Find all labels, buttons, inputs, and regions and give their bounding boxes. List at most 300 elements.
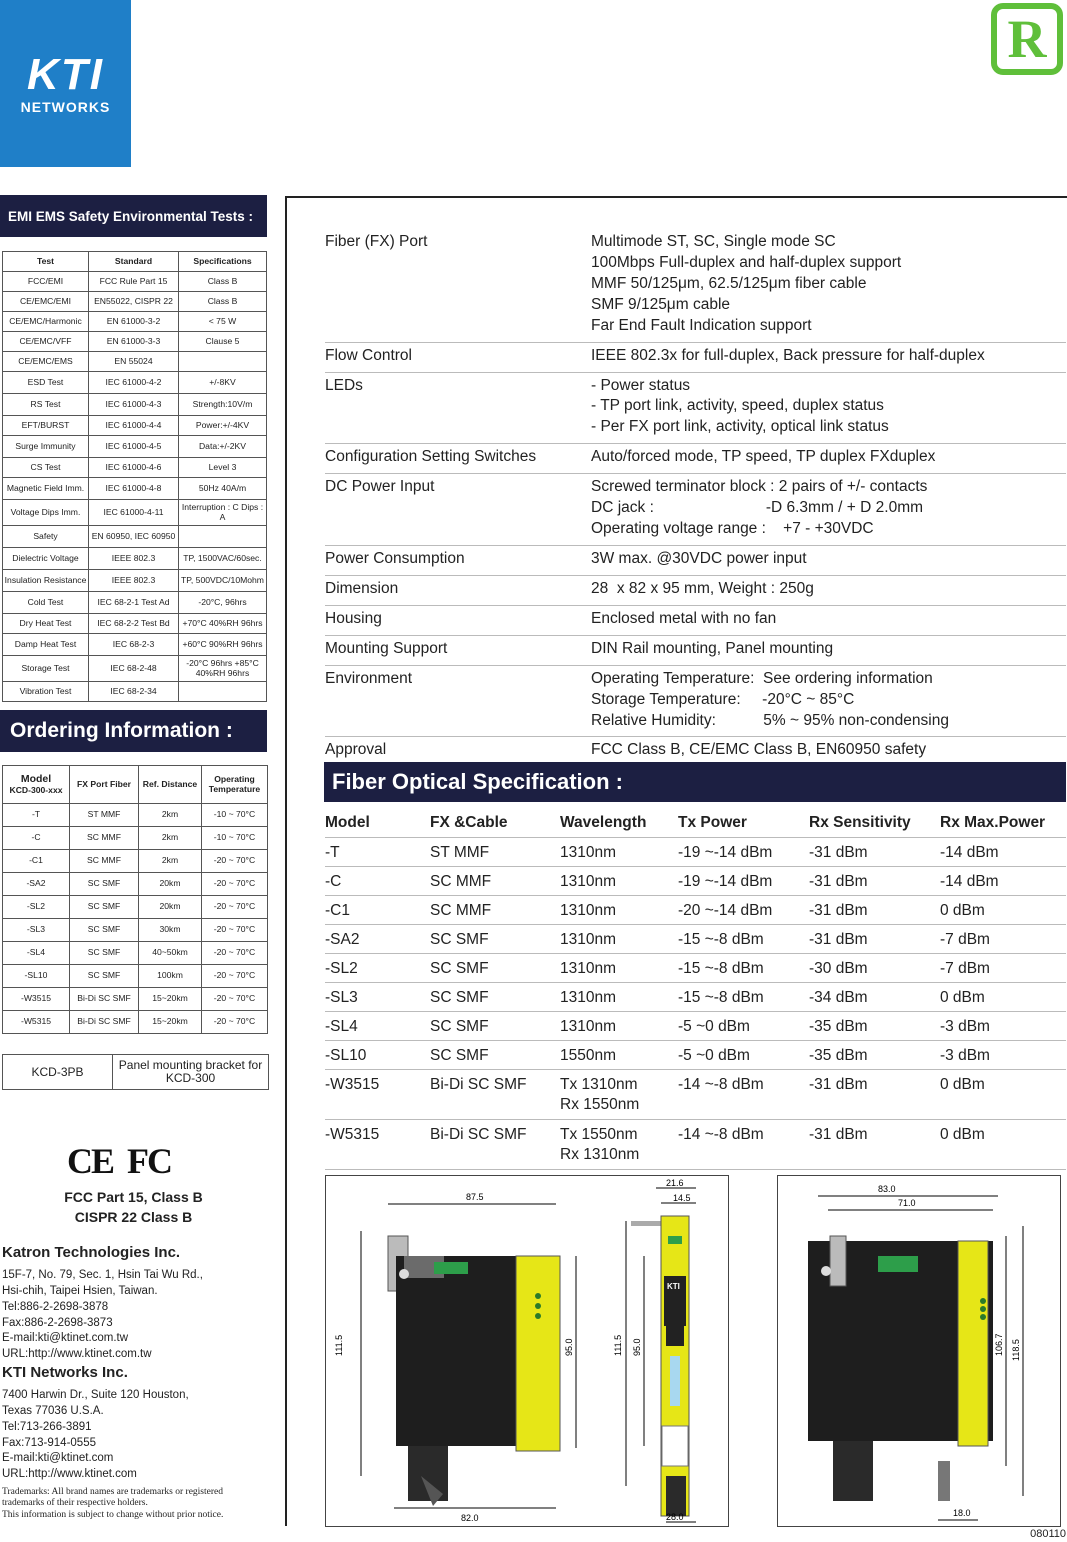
dimension-drawing-rear (777, 1175, 1061, 1527)
spec-value (591, 740, 1066, 761)
spec-key: Dimension (325, 579, 399, 597)
emi-cell: Voltage Dips Imm. (3, 500, 89, 526)
emi-cell: Magnetic Field Imm. (3, 478, 89, 500)
ordering-cell: SC SMF (70, 942, 139, 965)
ordering-row (3, 827, 268, 850)
fiber-cell: -SA2 (325, 924, 430, 953)
emi-cell: IEEE 802.3 (89, 570, 179, 592)
fiber-cell: Bi-Di SC SMF (430, 1069, 560, 1119)
ce-mark-icon: CE (67, 1141, 114, 1181)
dim-rear-top-1: 83.0 (878, 1184, 896, 1194)
ordering-cell: -20 ~ 70°C (202, 919, 268, 942)
fiber-cell: -14 dBm (940, 837, 1066, 866)
fiber-cell: -5 ~0 dBm (678, 1040, 809, 1069)
spec-value-line: Far End Fault Indication support (591, 316, 812, 334)
fiber-section-title: Fiber Optical Specification : (324, 762, 1066, 802)
spec-row (325, 343, 1066, 373)
spec-value (591, 609, 1066, 630)
fiber-cell: SC MMF (430, 866, 560, 895)
spec-value-line: - Per FX port link, activity, optical link status (591, 418, 889, 436)
spec-row (325, 636, 1066, 666)
fiber-cell: -SL4 (325, 1011, 430, 1040)
fiber-cell: SC SMF (430, 924, 560, 953)
katron-contact (2, 1244, 203, 1363)
dimension-drawing-front-side (325, 1175, 729, 1527)
emi-cell: Dielectric Voltage (3, 548, 89, 570)
ordering-cell: -20 ~ 70°C (202, 896, 268, 919)
side-brand: KTI (667, 1282, 680, 1291)
ordering-cell: -SL10 (3, 965, 70, 988)
emi-row (3, 570, 267, 592)
ordering-cell: Bi-Di SC SMF (70, 1011, 139, 1034)
emi-cell: Strength:10V/m (179, 394, 267, 416)
ordering-cell: SC SMF (70, 896, 139, 919)
fiber-row (325, 953, 1066, 982)
spec-value-line: Relative Humidity: 5% ~ 95% non-condensing (591, 711, 949, 729)
ordering-row (3, 896, 268, 919)
ordering-row (3, 988, 268, 1011)
emi-cell: Insulation Resistance (3, 570, 89, 592)
fiber-row (325, 837, 1066, 866)
column-divider (285, 196, 287, 1526)
fiber-header: Wavelength (560, 810, 678, 837)
fiber-cell: -3 dBm (940, 1011, 1066, 1040)
fiber-cell: -5 ~0 dBm (678, 1011, 809, 1040)
spec-value-line: FCC Class B, CE/EMC Class B, EN60950 safety (591, 741, 927, 759)
contact-line: 7400 Harwin Dr., Suite 120 Houston, (2, 1389, 189, 1401)
emi-cell: Class B (179, 272, 267, 292)
dim-rear-top-2: 71.0 (898, 1198, 916, 1208)
fiber-cell: SC SMF (430, 953, 560, 982)
emi-cell: IEC 61000-4-6 (89, 458, 179, 478)
fiber-cell: -34 dBm (809, 982, 940, 1011)
certification-marks (67, 1140, 171, 1182)
spec-value-line: Operating Temperature: See ordering information (591, 669, 933, 687)
spec-value (591, 477, 1066, 540)
emi-row (3, 634, 267, 656)
spec-row (325, 576, 1066, 606)
ordering-cell: -10 ~ 70°C (202, 804, 268, 827)
katron-title: Katron Technologies Inc. (2, 1244, 181, 1261)
ordering-cell: -20 ~ 70°C (202, 873, 268, 896)
emi-row (3, 478, 267, 500)
spec-value-line: SMF 9/125μm cable (591, 295, 731, 313)
emi-cell: Damp Heat Test (3, 634, 89, 656)
ordering-cell: -SL2 (3, 896, 70, 919)
emi-cell: IEC 61000-4-11 (89, 500, 179, 526)
spec-key: LEDs (325, 376, 363, 394)
ordering-cell: -20 ~ 70°C (202, 988, 268, 1011)
emi-cell: IEC 61000-4-5 (89, 436, 179, 458)
fiber-row (325, 895, 1066, 924)
emi-cell: -20°C 96hrs +85°C 40%RH 96hrs (179, 656, 267, 682)
ordering-cell: -T (3, 804, 70, 827)
ordering-cell: -SL3 (3, 919, 70, 942)
emi-row (3, 614, 267, 634)
contact-line: Fax:713-914-0555 (2, 1436, 96, 1449)
ordering-row (3, 1011, 268, 1034)
contact-line: URL:http://www.ktinet.com.tw (2, 1348, 152, 1361)
bracket-description: Panel mounting bracket for KCD-300 (113, 1055, 269, 1090)
emi-cell (179, 352, 267, 372)
dim-rear-bottom: 18.0 (953, 1508, 971, 1518)
dim-side-height-1: 111.5 (613, 1334, 623, 1356)
emi-cell: IEC 68-2-48 (89, 656, 179, 682)
fiber-cell: 1310nm (560, 866, 678, 895)
ordering-row (3, 873, 268, 896)
spec-value-line: Multimode ST, SC, Single mode SC (591, 233, 836, 250)
spec-row (325, 546, 1066, 576)
ordering-cell: -W3515 (3, 988, 70, 1011)
emi-cell: Clause 5 (179, 332, 267, 352)
dim-bottom: 82.0 (461, 1513, 479, 1523)
fiber-cell: 1310nm (560, 1011, 678, 1040)
ordering-cell: Bi-Di SC SMF (70, 988, 139, 1011)
emi-row (3, 372, 267, 394)
fiber-cell: -14 ~-8 dBm (678, 1069, 809, 1119)
fiber-cell: 0 dBm (940, 982, 1066, 1011)
spec-key: Mounting Support (325, 639, 448, 657)
fiber-header: FX &Cable (430, 810, 560, 837)
ordering-cell: -20 ~ 70°C (202, 942, 268, 965)
emi-row (3, 416, 267, 436)
emi-cell: TP, 500VDC/10Mohm (179, 570, 267, 592)
fiber-row (325, 1119, 1066, 1169)
emi-cell: Surge Immunity (3, 436, 89, 458)
ordering-cell: SC MMF (70, 850, 139, 873)
emi-cell: EN55022, CISPR 22 (89, 292, 179, 312)
spec-row (325, 474, 1066, 546)
contact-line: Fax:886-2-2698-3873 (2, 1316, 113, 1329)
document-code: 080110 (1030, 1528, 1066, 1540)
emi-row (3, 436, 267, 458)
top-divider (285, 196, 1067, 198)
certification-text (0, 1188, 267, 1227)
trademark-line: Trademarks: All brand names are trademarks or registered (2, 1487, 223, 1497)
fiber-cell: -31 dBm (809, 866, 940, 895)
drawing-front-side-svg (326, 1176, 728, 1526)
emi-cell: +/-8KV (179, 372, 267, 394)
fiber-cell: -31 dBm (809, 895, 940, 924)
emi-table (2, 251, 267, 702)
fiber-header: Rx Sensitivity (809, 810, 940, 837)
kti-title: KTI Networks Inc. (2, 1364, 128, 1381)
emi-row (3, 352, 267, 372)
contact-line: 15F-7, No. 79, Sec. 1, Hsin Tai Wu Rd., (2, 1269, 203, 1281)
ordering-cell: -20 ~ 70°C (202, 965, 268, 988)
bracket-model: KCD-3PB (3, 1055, 113, 1090)
ordering-cell: SC SMF (70, 873, 139, 896)
fiber-cell: -T (325, 837, 430, 866)
fiber-cell: 1550nm (560, 1040, 678, 1069)
emi-cell: +60°C 90%RH 96hrs (179, 634, 267, 656)
spec-value-line: Enclosed metal with no fan (591, 609, 777, 627)
emi-header: Standard (89, 252, 179, 272)
emi-cell: IEC 61000-4-8 (89, 478, 179, 500)
cert-line: FCC Part 15, Class B (64, 1189, 203, 1205)
emi-cell: < 75 W (179, 312, 267, 332)
fiber-cell: 1310nm (560, 895, 678, 924)
ordering-header-model (3, 766, 70, 804)
ordering-cell: 15~20km (139, 1011, 202, 1034)
cert-line: CISPR 22 Class B (74, 1208, 193, 1225)
r-mark-logo: R (991, 3, 1063, 75)
emi-row (3, 312, 267, 332)
fiber-cell: SC SMF (430, 982, 560, 1011)
spec-value (591, 579, 1066, 600)
emi-cell: TP, 1500VAC/60sec. (179, 548, 267, 570)
fc-mark-icon: FC (127, 1141, 172, 1181)
emi-cell: Vibration Test (3, 682, 89, 702)
ordering-cell: SC SMF (70, 965, 139, 988)
emi-row (3, 500, 267, 526)
spec-value (591, 669, 1066, 732)
spec-value-line: MMF 50/125μm, 62.5/125μm fiber cable (591, 274, 867, 292)
ordering-cell: -20 ~ 70°C (202, 1011, 268, 1034)
ordering-row (3, 942, 268, 965)
spec-row (325, 444, 1066, 474)
ordering-table (2, 765, 268, 1034)
ordering-model-label: Model (20, 773, 52, 786)
emi-cell: FCC Rule Part 15 (89, 272, 179, 292)
spec-value-line: 3W max. @30VDC power input (591, 549, 807, 567)
emi-row (3, 272, 267, 292)
fiber-cell: -SL3 (325, 982, 430, 1011)
fiber-cell: 1310nm (560, 924, 678, 953)
contact-line: Tel:713-266-3891 (2, 1420, 92, 1433)
emi-section-title: EMI EMS Safety Environmental Tests : (0, 195, 267, 237)
ordering-cell: SC MMF (70, 827, 139, 850)
spec-value-line: DC jack : -D 6.3mm / + D 2.0mm (591, 499, 924, 517)
emi-row (3, 656, 267, 682)
ordering-row (3, 804, 268, 827)
emi-cell: Dry Heat Test (3, 614, 89, 634)
dim-rear-height-2: 118.5 (1011, 1339, 1021, 1361)
emi-cell (179, 526, 267, 548)
fiber-cell: -W5315 (325, 1119, 430, 1169)
fiber-row (325, 924, 1066, 953)
contact-line: E-mail:kti@ktinet.com.tw (2, 1332, 129, 1345)
fiber-cell: -14 ~-8 dBm (678, 1119, 809, 1169)
fiber-header: Tx Power (678, 810, 809, 837)
emi-cell: Class B (179, 292, 267, 312)
spec-key: Environment (325, 669, 413, 687)
emi-cell: IEC 68-2-2 Test Bd (89, 614, 179, 634)
fiber-cell: Tx 1550nm Rx 1310nm (560, 1119, 678, 1169)
ordering-row (3, 965, 268, 988)
spec-key: Fiber (FX) Port (325, 233, 428, 250)
spec-value-line: 100Mbps Full-duplex and half-duplex support (591, 253, 902, 271)
fiber-cell: -C1 (325, 895, 430, 924)
fiber-cell: ST MMF (430, 837, 560, 866)
fiber-row (325, 1040, 1066, 1069)
kti-contact (2, 1364, 189, 1483)
contact-line: Tel:886-2-2698-3878 (2, 1300, 109, 1313)
emi-cell: Data:+/-2KV (179, 436, 267, 458)
ordering-cell: 20km (139, 873, 202, 896)
fiber-cell: -30 dBm (809, 953, 940, 982)
spec-value (591, 447, 1066, 468)
fiber-cell: -31 dBm (809, 1119, 940, 1169)
emi-cell: EN 55024 (89, 352, 179, 372)
ordering-model-sub: KCD-300-xxx (9, 784, 63, 795)
ordering-cell: 15~20km (139, 988, 202, 1011)
emi-cell: Interruption : C Dips : A (179, 500, 267, 526)
emi-cell: +70°C 40%RH 96hrs (179, 614, 267, 634)
ordering-cell: SC SMF (70, 919, 139, 942)
fiber-cell: 1310nm (560, 982, 678, 1011)
emi-cell: 50Hz 40A/m (179, 478, 267, 500)
emi-cell: IEC 61000-4-4 (89, 416, 179, 436)
spec-value-line: - Power status (591, 376, 691, 394)
fiber-cell: 0 dBm (940, 1069, 1066, 1119)
spec-key: Housing (325, 609, 382, 627)
fiber-cell: -3 dBm (940, 1040, 1066, 1069)
emi-cell: IEC 68-2-1 Test Ad (89, 592, 179, 614)
emi-cell: EN 60950, IEC 60950 (89, 526, 179, 548)
drawing-rear-svg (778, 1176, 1060, 1526)
trademark-line: This information is subject to change without prior notice. (2, 1509, 224, 1520)
fiber-cell: -7 dBm (940, 924, 1066, 953)
emi-cell: IEC 61000-4-3 (89, 394, 179, 416)
fiber-cell: -15 ~-8 dBm (678, 953, 809, 982)
fiber-header: Model (325, 810, 430, 837)
ordering-cell: 40~50km (139, 942, 202, 965)
ordering-cell: 2km (139, 804, 202, 827)
ordering-cell: -10 ~ 70°C (202, 827, 268, 850)
bracket-table (2, 1054, 269, 1090)
logo-sub: NETWORKS (20, 98, 111, 115)
emi-cell: CE/EMC/EMI (3, 292, 89, 312)
emi-cell: IEEE 802.3 (89, 548, 179, 570)
ordering-section-title: Ordering Information : (0, 710, 267, 752)
emi-cell: EFT/BURST (3, 416, 89, 436)
dim-rear-height-1: 106.7 (994, 1333, 1004, 1356)
emi-cell: EN 61000-3-3 (89, 332, 179, 352)
spec-value-line: Storage Temperature: -20°C ~ 85°C (591, 690, 855, 708)
fiber-row (325, 1069, 1066, 1119)
contact-line: URL:http://www.ktinet.com (2, 1468, 137, 1481)
dim-left: 111.5 (334, 1334, 344, 1356)
ordering-cell: 30km (139, 919, 202, 942)
emi-cell (179, 682, 267, 702)
emi-cell: CE/EMC/VFF (3, 332, 89, 352)
emi-cell: Cold Test (3, 592, 89, 614)
fiber-cell: -7 dBm (940, 953, 1066, 982)
spec-value-line: - TP port link, activity, speed, duplex status (591, 397, 884, 415)
spec-row (325, 229, 1066, 343)
kti-logo (0, 0, 131, 167)
fiber-cell: 0 dBm (940, 1119, 1066, 1169)
ordering-row (3, 850, 268, 873)
fiber-cell: -14 dBm (940, 866, 1066, 895)
dim-side-height-2: 95.0 (632, 1338, 642, 1356)
fiber-cell: -15 ~-8 dBm (678, 924, 809, 953)
spec-value-line: IEEE 802.3x for full-duplex, Back pressure for half-duplex (591, 346, 985, 364)
fiber-cell: -31 dBm (809, 1069, 940, 1119)
fiber-cell: -31 dBm (809, 924, 940, 953)
fiber-cell: Tx 1310nm Rx 1550nm (560, 1069, 678, 1119)
dim-side-width-1: 21.6 (666, 1178, 684, 1188)
emi-cell: Safety (3, 526, 89, 548)
ordering-cell: 100km (139, 965, 202, 988)
ordering-cell: 2km (139, 850, 202, 873)
spec-value (591, 639, 1066, 660)
fiber-cell: 0 dBm (940, 895, 1066, 924)
emi-row (3, 592, 267, 614)
emi-cell: CE/EMC/Harmonic (3, 312, 89, 332)
contact-line: Texas 77036 U.S.A. (2, 1404, 104, 1417)
ordering-header-fiber: FX Port Fiber (70, 766, 139, 804)
spec-value-line: Auto/forced mode, TP speed, TP duplex FXduplex (591, 448, 936, 466)
fiber-row (325, 1011, 1066, 1040)
emi-row (3, 548, 267, 570)
emi-header: Specifications (179, 252, 267, 272)
fiber-cell: -C (325, 866, 430, 895)
fiber-cell: -15 ~-8 dBm (678, 982, 809, 1011)
spec-row (325, 666, 1066, 738)
emi-header: Test (3, 252, 89, 272)
fiber-header: Rx Max.Power (940, 810, 1066, 837)
emi-cell: CS Test (3, 458, 89, 478)
fiber-row (325, 866, 1066, 895)
ordering-cell: -SL4 (3, 942, 70, 965)
fiber-cell: -31 dBm (809, 837, 940, 866)
emi-row (3, 458, 267, 478)
fiber-cell: 1310nm (560, 953, 678, 982)
spec-key: Approval (325, 741, 387, 759)
specifications-list (325, 229, 1066, 767)
fiber-cell: -SL10 (325, 1040, 430, 1069)
trademark-line: trademarks of their respective holders. (2, 1498, 148, 1509)
ordering-cell: 20km (139, 896, 202, 919)
spec-value (591, 376, 1066, 439)
emi-cell: IEC 68-2-3 (89, 634, 179, 656)
fiber-cell: -SL2 (325, 953, 430, 982)
spec-value-line: Operating voltage range : +7 - +30VDC (591, 520, 874, 538)
emi-cell: Level 3 (179, 458, 267, 478)
ordering-cell: -SA2 (3, 873, 70, 896)
fiber-cell: SC MMF (430, 895, 560, 924)
emi-cell: CE/EMC/EMS (3, 352, 89, 372)
emi-cell: IEC 68-2-34 (89, 682, 179, 702)
fiber-cell: -35 dBm (809, 1040, 940, 1069)
fiber-cell: 1310nm (560, 837, 678, 866)
emi-row (3, 526, 267, 548)
spec-value-line: 28 x 82 x 95 mm, Weight : 250g (591, 579, 814, 597)
ordering-header-distance: Ref. Distance (139, 766, 202, 804)
spec-value-line: DIN Rail mounting, Panel mounting (591, 639, 834, 657)
fiber-cell: -19 ~-14 dBm (678, 837, 809, 866)
spec-value (591, 549, 1066, 570)
spec-row (325, 606, 1066, 636)
fiber-cell: -35 dBm (809, 1011, 940, 1040)
emi-cell: -20°C, 96hrs (179, 592, 267, 614)
contact-line: Hsi-chih, Taipei Hsien, Taiwan. (2, 1284, 158, 1297)
emi-cell: FCC/EMI (3, 272, 89, 292)
spec-row (325, 373, 1066, 445)
spec-value (591, 232, 1066, 337)
emi-cell: Power:+/-4KV (179, 416, 267, 436)
spec-key: Configuration Setting Switches (325, 448, 537, 466)
dim-top: 87.5 (466, 1192, 484, 1202)
ordering-header-temperature: Operating Temperature (202, 766, 268, 804)
dim-mid: 95.0 (564, 1338, 574, 1356)
fiber-cell: SC SMF (430, 1040, 560, 1069)
ordering-cell: -W5315 (3, 1011, 70, 1034)
dim-side-bottom: 28.0 (666, 1512, 684, 1522)
emi-row (3, 394, 267, 416)
